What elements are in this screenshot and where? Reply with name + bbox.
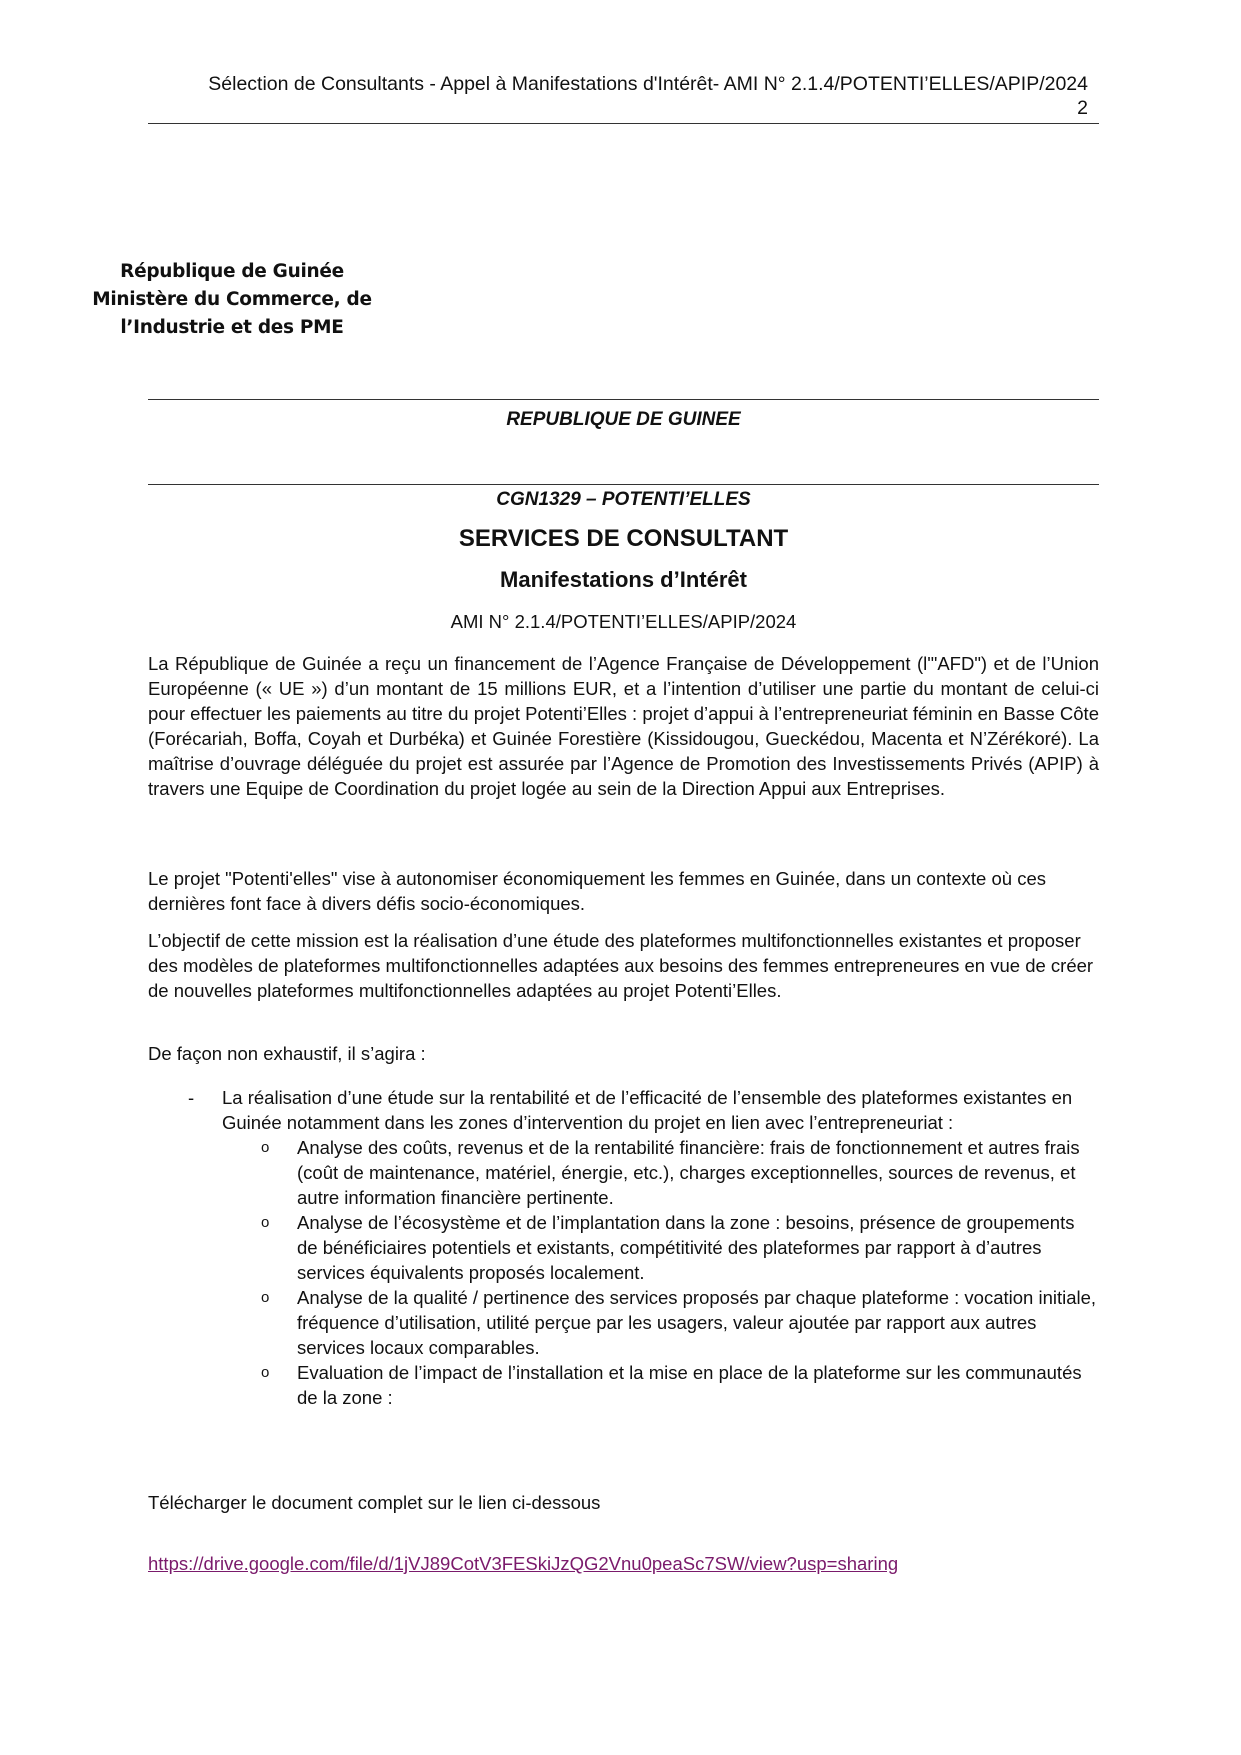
services-title: SERVICES DE CONSULTANT xyxy=(458,525,789,552)
scope-intro: De façon non exhaustif, il s’agira : xyxy=(148,1043,426,1064)
list-item xyxy=(148,1085,1099,1135)
project-paragraph: Le projet "Potenti'elles" vise à autonomiser économiquement les femmes en Guinée, dans un contexte où ces dernières font face à divers défis socio-économiques. xyxy=(148,868,1046,914)
download-label: Télécharger le document complet sur le lien ci-dessous xyxy=(148,1492,601,1513)
sub-list-item xyxy=(148,1285,1099,1360)
ministry-line: l’Industrie et des PME xyxy=(120,317,344,338)
dash-bullet-icon: - xyxy=(188,1087,195,1108)
sub-list-item xyxy=(148,1360,1099,1410)
header-divider xyxy=(148,123,1099,124)
intro-paragraph: La République de Guinée a reçu un financement de l’Agence Française de Développement (l'"AFD") et de l’Union Européenne (« UE ») d’un montant de 15 millions EUR, et a l’intention d’utiliser une partie du montant de celui-ci pour effectuer les paiements au titre du projet Potenti’Elles : projet d’appui à l’entrepreneuriat féminin en Basse Côte (Forécariah, Boffa, Coyah et Durbéka) et Guinée Forestière (Kissidougou, Gueckédou, Macenta et N’Zérékoré). La maîtrise d’ouvrage déléguée du projet est assurée par l’Agence de Promotion des Investissements Privés (APIP) à travers une Equipe de Coordination du projet logée au sein de la Direction Appui aux Entreprises. xyxy=(148,653,1099,799)
ministry-line: Ministère du Commerce, de xyxy=(92,289,372,310)
download-link[interactable]: https://drive.google.com/file/d/1jVJ89CotV3FESkiJzQG2Vnu0peaSc7SW/view?usp=sharing xyxy=(148,1553,899,1574)
page-header xyxy=(148,72,1088,120)
circle-bullet-icon: o xyxy=(261,1139,270,1156)
sub-item-text: Analyse des coûts, revenus et de la rentabilité financière: frais de fonctionnement et autres frais (coût de maintenance, matériel, énergie, etc.), charges exceptionnelles, sources de revenus, et autre information financière pertinente. xyxy=(297,1137,1080,1208)
ministry-block xyxy=(72,258,392,342)
project-code: CGN1329 – POTENTI’ELLES xyxy=(496,489,751,510)
header-title: Sélection de Consultants - Appel à Manifestations d'Intérêt- AMI N° 2.1.4/POTENTI’ELLES/APIP/2024 xyxy=(208,73,1088,95)
sub-item-text: Analyse de la qualité / pertinence des services proposés par chaque plateforme : vocation initiale, fréquence d’utilisation, utilité perçue par les usagers, valeur ajoutée par rapport aux autres services locaux comparables. xyxy=(297,1287,1097,1358)
country-title: REPUBLIQUE DE GUINEE xyxy=(506,409,741,430)
ami-reference: AMI N° 2.1.4/POTENTI’ELLES/APIP/2024 xyxy=(450,611,797,632)
sub-item-text: Analyse de l’écosystème et de l’implantation dans la zone : besoins, présence de groupements de bénéficiaires potentiels et existants, compétitivité des plateformes par rapport à d’autres services équivalents proposés localement. xyxy=(297,1212,1075,1283)
circle-bullet-icon: o xyxy=(261,1214,270,1231)
list-item-text: La réalisation d’une étude sur la rentabilité et de l’efficacité de l’ensemble des plateformes existantes en Guinée notamment dans les zones d’intervention du projet en lien avec l’entrepreneuriat : xyxy=(222,1087,1073,1133)
section-divider xyxy=(148,484,1099,485)
sub-list-item xyxy=(148,1210,1099,1285)
manifestations-title: Manifestations d’Intérêt xyxy=(500,567,747,592)
circle-bullet-icon: o xyxy=(261,1364,270,1381)
section-divider xyxy=(148,399,1099,400)
task-list xyxy=(148,1085,1099,1410)
ministry-line: République de Guinée xyxy=(120,261,344,282)
page-number: 2 xyxy=(1077,97,1088,119)
sub-item-text: Evaluation de l’impact de l’installation et la mise en place de la plateforme sur les communautés de la zone : xyxy=(297,1362,1082,1408)
sub-list-item xyxy=(148,1135,1099,1210)
objective-paragraph: L’objectif de cette mission est la réalisation d’une étude des plateformes multifonctionnelles existantes et proposer des modèles de plateformes multifonctionnelles adaptées aux besoins des femmes entrepreneures en vue de créer de nouvelles plateformes multifonctionnelles adaptées au projet Potenti’Elles. xyxy=(148,930,1094,1001)
circle-bullet-icon: o xyxy=(261,1289,270,1306)
